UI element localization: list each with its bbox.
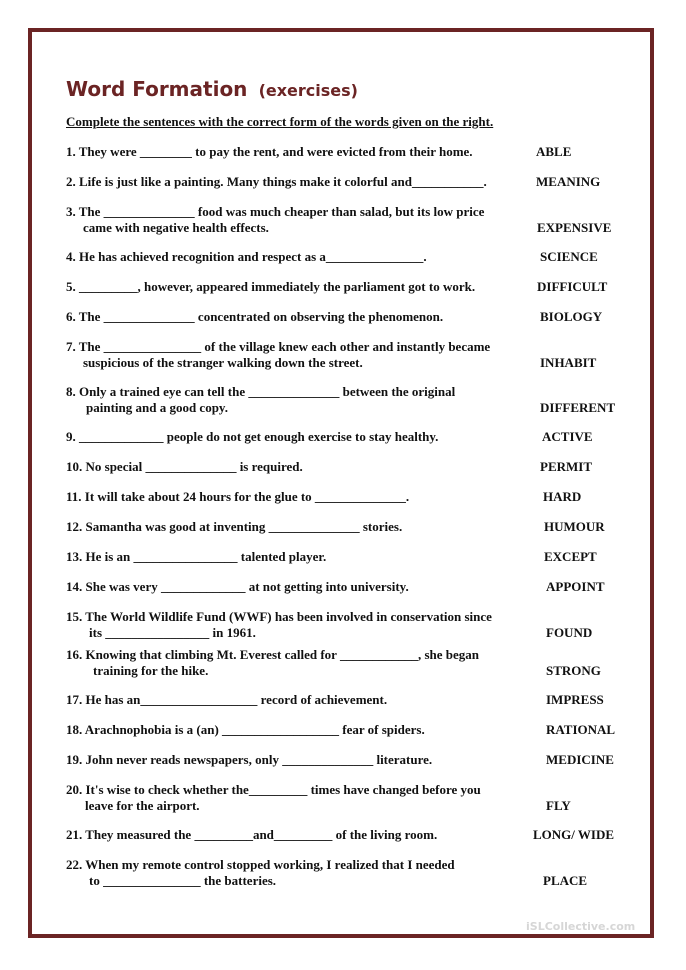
question-2 — [66, 174, 487, 190]
question-text: 19. John never reads newspapers, only ______________ literature. — [66, 752, 433, 767]
question-text-continued: suspicious of the stranger walking down the street. — [83, 355, 363, 370]
root-word: APPOINT — [546, 579, 605, 594]
question-5 — [66, 279, 475, 295]
root-word: DIFFICULT — [537, 279, 608, 294]
question-text-continued: leave for the airport. — [85, 798, 200, 813]
root-word: PERMIT — [540, 459, 592, 474]
root-word: RATIONAL — [546, 722, 616, 737]
root-word: STRONG — [546, 663, 601, 678]
root-word: FOUND — [546, 625, 593, 640]
root-word: DIFFERENT — [540, 400, 616, 415]
question-8 — [66, 384, 455, 416]
question-4 — [66, 249, 427, 265]
question-16 — [66, 647, 479, 679]
question-text-continued: to _______________ the batteries. — [89, 873, 277, 888]
question-12 — [66, 519, 402, 535]
question-text: 21. They measured the _________and_________ of the living room. — [66, 827, 438, 842]
question-text: 20. It's wise to check whether the_________ times have changed before you — [66, 782, 481, 797]
root-word: MEANING — [536, 174, 601, 189]
root-word: PLACE — [543, 873, 588, 888]
question-text: 15. The World Wildlife Fund (WWF) has been involved in conservation since — [66, 609, 492, 624]
root-word: ABLE — [536, 144, 572, 159]
root-word: HUMOUR — [544, 519, 605, 534]
root-word: BIOLOGY — [540, 309, 603, 324]
question-11 — [66, 489, 409, 505]
question-text: 14. She was very _____________ at not getting into university. — [66, 579, 409, 594]
question-1 — [66, 144, 473, 160]
question-text: 8. Only a trained eye can tell the ______________ between the original — [66, 384, 456, 399]
question-text: 5. _________, however, appeared immediately the parliament got to work. — [66, 279, 476, 294]
question-text: 4. He has achieved recognition and respect as a_______________. — [66, 249, 427, 264]
question-17 — [66, 692, 387, 708]
question-22 — [66, 857, 455, 889]
question-13 — [66, 549, 326, 565]
question-text: 2. Life is just like a painting. Many things make it colorful and___________. — [66, 174, 487, 189]
question-20 — [66, 782, 481, 814]
watermark-logo: iSLCollective.com — [526, 920, 636, 933]
root-word: EXPENSIVE — [537, 220, 612, 235]
title-sub: (exercises) — [258, 81, 358, 100]
question-10 — [66, 459, 303, 475]
root-word: ACTIVE — [542, 429, 593, 444]
question-text-continued: came with negative health effects. — [83, 220, 269, 235]
root-word: IMPRESS — [546, 692, 604, 707]
instruction-text: Complete the sentences with the correct form of the words given on the right. — [66, 114, 494, 129]
question-text: 10. No special ______________ is required. — [66, 459, 303, 474]
question-text-continued: training for the hike. — [93, 663, 209, 678]
question-text: 9. _____________ people do not get enough exercise to stay healthy. — [66, 429, 439, 444]
question-text: 6. The ______________ concentrated on observing the phenomenon. — [66, 309, 444, 324]
question-7 — [66, 339, 490, 371]
question-text: 12. Samantha was good at inventing ______________ stories. — [66, 519, 403, 534]
question-text: 22. When my remote control stopped working, I realized that I needed — [66, 857, 455, 872]
question-21 — [66, 827, 437, 843]
root-word: MEDICINE — [546, 752, 614, 767]
question-text: 1. They were ________ to pay the rent, and were evicted from their home. — [66, 144, 473, 159]
question-6 — [66, 309, 443, 325]
root-word: FLY — [546, 798, 571, 813]
root-word: EXCEPT — [544, 549, 597, 564]
question-text-continued: painting and a good copy. — [86, 400, 228, 415]
question-3 — [66, 204, 484, 236]
question-text-continued: its ________________ in 1961. — [89, 625, 256, 640]
root-word: INHABIT — [540, 355, 597, 370]
question-18 — [66, 722, 425, 738]
question-14 — [66, 579, 409, 595]
question-text: 3. The ______________ food was much cheaper than salad, but its low price — [66, 204, 485, 219]
question-text: 18. Arachnophobia is a (an) __________________ fear of spiders. — [66, 722, 425, 737]
question-text: 16. Knowing that climbing Mt. Everest called for ____________, she began — [66, 647, 479, 662]
root-word: LONG/ WIDE — [533, 827, 615, 842]
question-15 — [66, 609, 492, 641]
root-word: SCIENCE — [540, 249, 598, 264]
title-main: Word Formation — [66, 77, 248, 101]
question-text: 17. He has an__________________ record of achievement. — [66, 692, 388, 707]
question-19 — [66, 752, 432, 768]
question-text: 7. The _______________ of the village knew each other and instantly became — [66, 339, 491, 354]
root-word: HARD — [543, 489, 582, 504]
question-9 — [66, 429, 438, 445]
question-text: 11. It will take about 24 hours for the glue to ______________. — [66, 489, 410, 504]
question-text: 13. He is an ________________ talented player. — [66, 549, 327, 564]
worksheet-title — [66, 66, 358, 104]
